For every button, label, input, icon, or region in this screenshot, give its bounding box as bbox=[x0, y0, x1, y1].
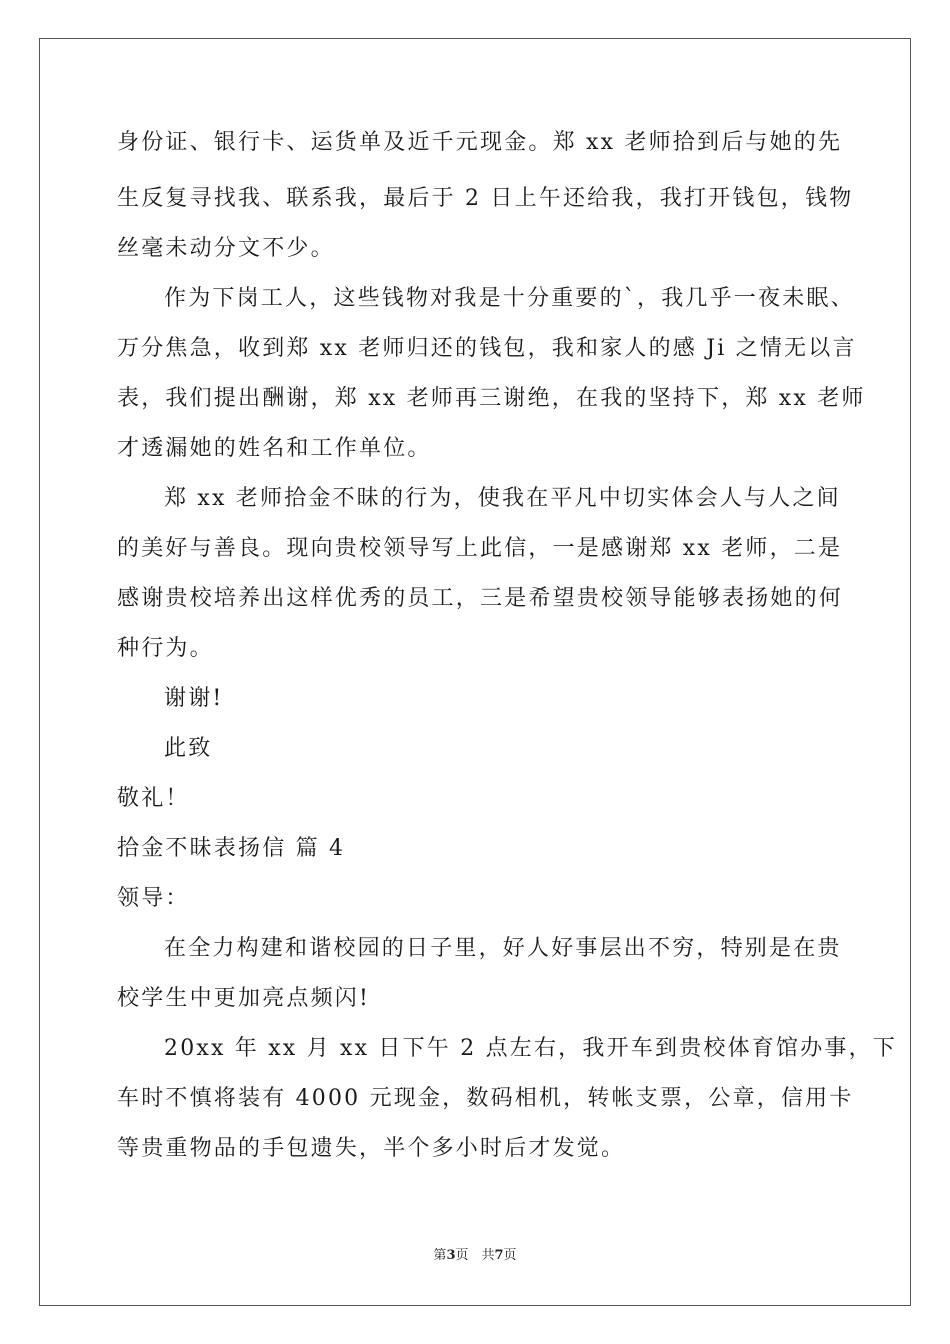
page-footer bbox=[0, 1247, 950, 1265]
text-line: 万分焦急，收到郑 xx 老师归还的钱包，我和家人的感 Ji 之情无以言 bbox=[117, 336, 857, 361]
text-line: 20xx 年 xx 月 xx 日下午 2 点左右，我开车到贵校体育馆办事，下 bbox=[164, 1036, 897, 1061]
thanks-line: 谢谢! bbox=[164, 686, 224, 711]
text-line: 在全力构建和谐校园的日子里，好人好事层出不穷，特别是在贵 bbox=[164, 936, 842, 961]
footer-middle: 页 共 bbox=[455, 1248, 495, 1263]
text-line: 身份证、银行卡、运货单及近千元现金。郑 xx 老师拾到后与她的先 bbox=[117, 130, 843, 155]
text-line: 的美好与善良。现向贵校领导写上此信，一是感谢郑 xx 老师，二是 bbox=[117, 536, 843, 561]
current-page-number: 3 bbox=[446, 1248, 456, 1263]
text-line: 等贵重物品的手包遗失，半个多小时后才发觉。 bbox=[117, 1136, 626, 1161]
footer-suffix: 页 bbox=[503, 1248, 517, 1263]
text-line: 校学生中更加亮点频闪! bbox=[117, 986, 371, 1011]
footer-prefix: 第 bbox=[433, 1248, 447, 1263]
text-line: 作为下岗工人，这些钱物对我是十分重要的`，我几乎一夜未眠、 bbox=[164, 286, 855, 311]
text-line: 生反复寻找我、联系我，最后于 2 日上午还给我，我打开钱包，钱物 bbox=[117, 186, 854, 211]
text-line: 车时不慎将装有 4000 元现金，数码相机，转帐支票，公章，信用卡 bbox=[117, 1086, 854, 1111]
page-frame bbox=[39, 38, 911, 1306]
section-heading: 拾金不昧表扬信 篇 4 bbox=[117, 836, 346, 861]
text-line: 感谢贵校培养出这样优秀的员工，三是希望贵校领导能够表扬她的何 bbox=[117, 586, 844, 611]
total-pages-number: 7 bbox=[494, 1248, 504, 1263]
closing-line: 此致 bbox=[164, 736, 213, 761]
salutation-line: 敬礼！ bbox=[117, 786, 190, 811]
text-line: 表，我们提出酬谢，郑 xx 老师再三谢绝，在我的坚持下，郑 xx 老师 bbox=[117, 386, 866, 411]
text-line: 郑 xx 老师拾金不昧的行为，使我在平凡中切实体会人与人之间 bbox=[164, 486, 841, 511]
text-line: 丝毫未动分文不少。 bbox=[117, 236, 335, 261]
recipient-line: 领导： bbox=[117, 886, 190, 911]
text-line: 才透漏她的姓名和工作单位。 bbox=[117, 436, 432, 461]
text-line: 种行为。 bbox=[117, 636, 214, 661]
